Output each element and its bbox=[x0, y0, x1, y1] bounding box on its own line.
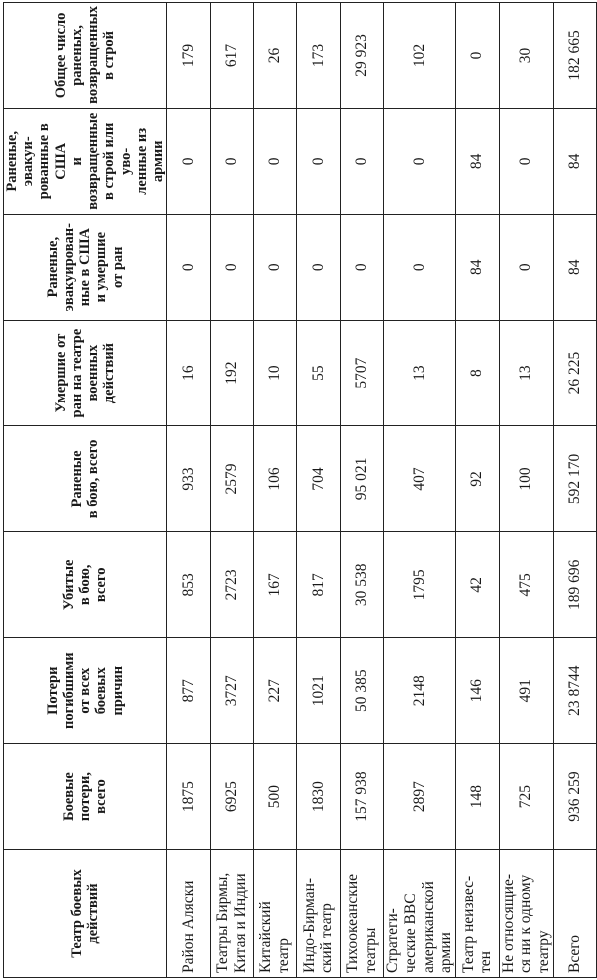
theater-name: Китайский театр bbox=[254, 850, 297, 978]
theater-name: Театр неизвес- тен bbox=[456, 850, 499, 978]
table-cell: 23 8744 bbox=[554, 638, 597, 744]
header-returned-to-duty: Общее число раненых, возвращенных в строй bbox=[4, 3, 167, 109]
theater-name: Индо-Бирман- ский театр bbox=[297, 850, 340, 978]
table-cell: 227 bbox=[254, 638, 297, 744]
table-cell: 0 bbox=[499, 108, 553, 214]
table-cell: 817 bbox=[297, 532, 340, 638]
theater-name: Стратеги- ческие ВВС американской армии bbox=[383, 850, 455, 978]
table-cell: 2148 bbox=[383, 638, 455, 744]
header-evacuated-died: Раненые, эвакуирован- ные в США и умершие от ран bbox=[4, 214, 167, 320]
theater-name: Тихоокеанские театры bbox=[340, 850, 383, 978]
table-cell: 877 bbox=[167, 638, 210, 744]
table-cell: 92 bbox=[456, 426, 499, 532]
table-row bbox=[383, 3, 455, 978]
table-cell: 1830 bbox=[297, 744, 340, 850]
table-cell: 592 170 bbox=[554, 426, 597, 532]
table-cell: 102 bbox=[383, 3, 455, 109]
table-cell: 100 bbox=[499, 426, 553, 532]
table-cell: 933 bbox=[167, 426, 210, 532]
table-cell: 30 bbox=[499, 3, 553, 109]
table-cell: 29 923 bbox=[340, 3, 383, 109]
table-cell: 0 bbox=[340, 214, 383, 320]
total-row bbox=[554, 3, 597, 978]
table-cell: 2579 bbox=[210, 426, 253, 532]
table-cell: 84 bbox=[554, 214, 597, 320]
table-cell: 500 bbox=[254, 744, 297, 850]
table-cell: 0 bbox=[383, 108, 455, 214]
table-cell: 95 021 bbox=[340, 426, 383, 532]
table-cell: 157 938 bbox=[340, 744, 383, 850]
table-cell: 0 bbox=[340, 108, 383, 214]
table-cell: 30 538 bbox=[340, 532, 383, 638]
table-cell: 491 bbox=[499, 638, 553, 744]
table-cell: 725 bbox=[499, 744, 553, 850]
table-cell: 407 bbox=[383, 426, 455, 532]
table-row bbox=[167, 3, 210, 978]
table-cell: 1021 bbox=[297, 638, 340, 744]
table-cell: 13 bbox=[499, 320, 553, 426]
table-row bbox=[297, 3, 340, 978]
table-cell: 6925 bbox=[210, 744, 253, 850]
table-cell: 106 bbox=[254, 426, 297, 532]
table-cell: 148 bbox=[456, 744, 499, 850]
table-cell: 84 bbox=[456, 108, 499, 214]
table-cell: 146 bbox=[456, 638, 499, 744]
casualties-table bbox=[3, 2, 597, 978]
header-theater: Театр боевых действий bbox=[4, 850, 167, 978]
theater-name: Не относящие- ся ни к одному театру bbox=[499, 850, 553, 978]
header-killed: Убитые в бою, всего bbox=[4, 532, 167, 638]
table-cell: 8 bbox=[456, 320, 499, 426]
table-cell: 50 385 bbox=[340, 638, 383, 744]
header-evacuated-returned: Раненые, эвакуи- рованные в США и возвращенные в строй или уво- ленные из армии bbox=[4, 108, 167, 214]
table-cell: 10 bbox=[254, 320, 297, 426]
table-cell: 0 bbox=[254, 214, 297, 320]
table-row bbox=[456, 3, 499, 978]
table-cell: 0 bbox=[499, 214, 553, 320]
table-cell: 26 bbox=[254, 3, 297, 109]
table-cell: 0 bbox=[456, 3, 499, 109]
table-cell: 2897 bbox=[383, 744, 455, 850]
table-cell: 3727 bbox=[210, 638, 253, 744]
table-cell: 1795 bbox=[383, 532, 455, 638]
table-cell: 16 bbox=[167, 320, 210, 426]
table-cell: 617 bbox=[210, 3, 253, 109]
theater-name: Театры Бирмы, Китая и Индии bbox=[210, 850, 253, 978]
table-cell: 189 696 bbox=[554, 532, 597, 638]
theater-name: Район Аляски bbox=[167, 850, 210, 978]
table-cell: 936 259 bbox=[554, 744, 597, 850]
table-cell: 704 bbox=[297, 426, 340, 532]
table-cell: 84 bbox=[456, 214, 499, 320]
table-cell: 5707 bbox=[340, 320, 383, 426]
table-cell: 192 bbox=[210, 320, 253, 426]
table-cell: 1875 bbox=[167, 744, 210, 850]
header-wounded: Раненые в бою, всего bbox=[4, 426, 167, 532]
table-cell: 0 bbox=[210, 108, 253, 214]
table-cell: 475 bbox=[499, 532, 553, 638]
table-row bbox=[254, 3, 297, 978]
header-died-of-wounds: Умершие от ран на театре военных действий bbox=[4, 320, 167, 426]
table-cell: 0 bbox=[297, 108, 340, 214]
table-row bbox=[499, 3, 553, 978]
table-cell: 0 bbox=[254, 108, 297, 214]
table-row bbox=[210, 3, 253, 978]
header-combat-losses: Боевые потери, всего bbox=[4, 744, 167, 850]
table-cell: 179 bbox=[167, 3, 210, 109]
header-row bbox=[4, 3, 167, 978]
table-cell: 0 bbox=[210, 214, 253, 320]
table-cell: 173 bbox=[297, 3, 340, 109]
table-cell: 167 bbox=[254, 532, 297, 638]
table-cell: 0 bbox=[297, 214, 340, 320]
table-cell: 853 bbox=[167, 532, 210, 638]
table-cell: 0 bbox=[383, 214, 455, 320]
table-cell: 0 bbox=[167, 108, 210, 214]
table-row bbox=[340, 3, 383, 978]
table-body bbox=[167, 3, 597, 978]
table-cell: 2723 bbox=[210, 532, 253, 638]
table-cell: 26 225 bbox=[554, 320, 597, 426]
table-cell: 55 bbox=[297, 320, 340, 426]
table-cell: 0 bbox=[167, 214, 210, 320]
theater-name: Всего bbox=[554, 850, 597, 978]
table-cell: 84 bbox=[554, 108, 597, 214]
header-total-deaths: Потери погибшими от всех боевых причин bbox=[4, 638, 167, 744]
table-cell: 13 bbox=[383, 320, 455, 426]
table-cell: 42 bbox=[456, 532, 499, 638]
table-cell: 182 665 bbox=[554, 3, 597, 109]
